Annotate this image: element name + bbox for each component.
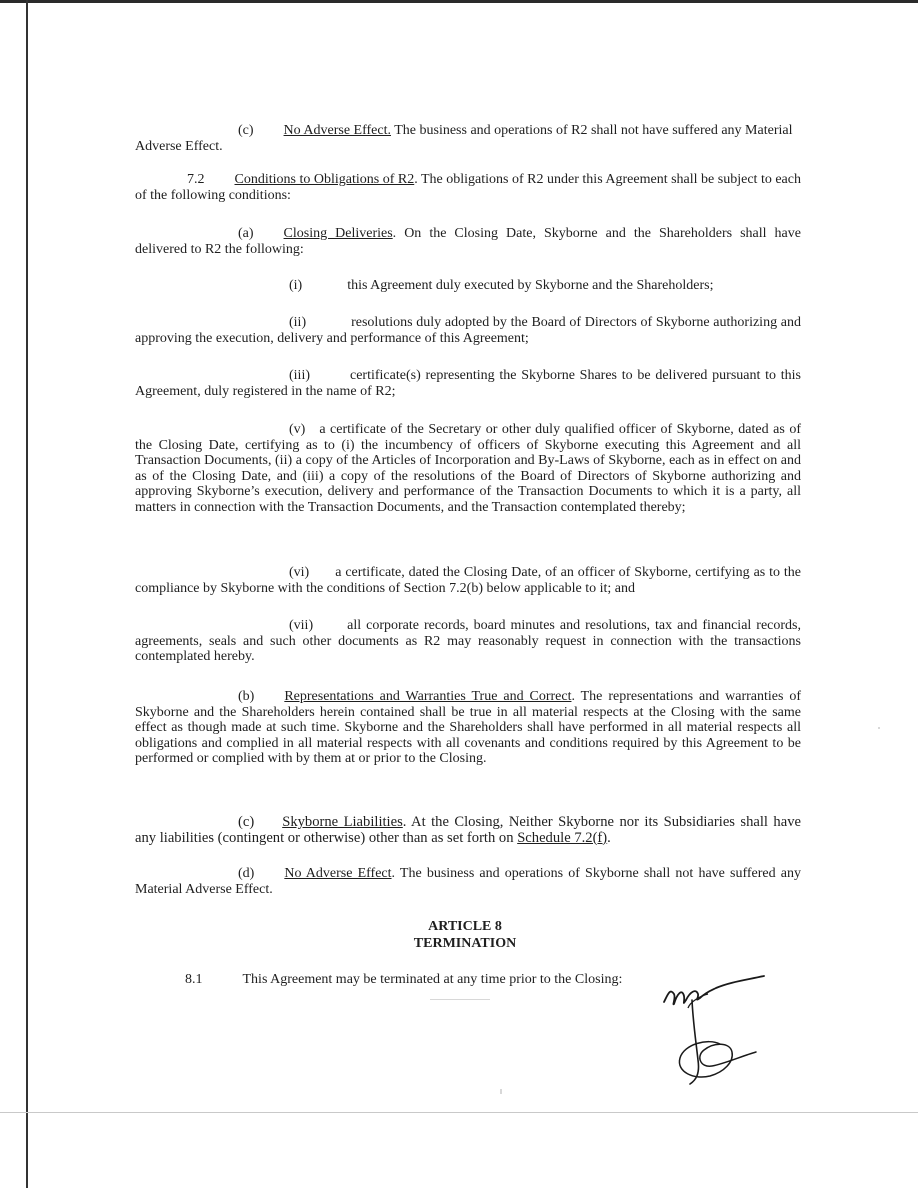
scan-mark: [500, 1089, 502, 1094]
item-iii: (iii) certificate(s) representing the Skyborne Shares to be delivered pursuant to this Agreement, duly registered in the name of R2;: [135, 368, 801, 399]
section-8-1: 8.1 This Agreement may be terminated at any time prior to the Closing:: [185, 972, 623, 987]
handwritten-initials: [660, 972, 780, 1092]
item-i: (i) this Agreement duly executed by Skyborne and the Shareholders;: [289, 278, 714, 293]
clause-c-no-adverse-effect-r2: (c) No Adverse Effect. The business and operations of R2 shall not have suffered any Material Adverse Effect.: [135, 123, 793, 154]
section-7-2: 7.2 Conditions to Obligations of R2. The obligations of R2 under this Agreement shall be subject to each of the following conditions:: [135, 172, 801, 203]
clause-c-skyborne-liabilities: (c) Skyborne Liabilities. At the Closing, Neither Skyborne nor its Subsidiaries shall have any liabilities (contingent or otherwise) other than as set forth on Schedule 7.2(f).: [135, 814, 801, 846]
article-8-subheading: TERMINATION: [413, 936, 517, 951]
scan-mark: [878, 727, 880, 729]
item-v: (v) a certificate of the Secretary or other duly qualified officer of Skyborne, dated as of the Closing Date, certifying as to (i) the incumbency of officers of Skyborne executing this Agreement and all Transaction Documents, (ii) a copy of the Articles of Incorporation and By-Laws of Skyborne, each as in effect on and as of the Closing Date, and (iii) a copy of the resolutions of the Board of Directors of Skyborne authorizing and approving Skyborne’s execution, delivery and performance of the Transaction Documents to which it is a party, all matters in connection with the Transaction Documents, and the Transaction contemplated thereby;: [135, 422, 801, 515]
item-vi: (vi) a certificate, dated the Closing Date, of an officer of Skyborne, certifying as to the compliance by Skyborne with the conditions of Section 7.2(b) below applicable to it; and: [135, 565, 801, 596]
item-ii: (ii) resolutions duly adopted by the Board of Directors of Skyborne authorizing and approving the execution, delivery and performance of this Agreement;: [135, 315, 801, 346]
item-vii: (vii) all corporate records, board minutes and resolutions, tax and financial records, agreements, seals and such other documents as R2 may reasonably request in connection with the transactions contemplated hereby.: [135, 618, 801, 665]
clause-a-closing-deliveries: (a) Closing Deliveries. On the Closing Date, Skyborne and the Shareholders shall have delivered to R2 the following:: [135, 226, 801, 257]
clause-d-no-adverse-effect: (d) No Adverse Effect. The business and operations of Skyborne shall not have suffered any Material Adverse Effect.: [135, 866, 801, 897]
article-8-heading: ARTICLE 8: [428, 919, 502, 934]
scan-mark: [430, 999, 490, 1000]
clause-b-representations: (b) Representations and Warranties True and Correct. The representations and warranties of Skyborne and the Shareholders herein contained shall be true in all material respects at the Closing with the same effect as though made at such time. Skyborne and the Shareholders shall have performed in all material respects all obligations and complied in all material respects with all covenants and conditions required by this Agreement to be performed or complied with by them at or prior to the Closing.: [135, 689, 802, 767]
